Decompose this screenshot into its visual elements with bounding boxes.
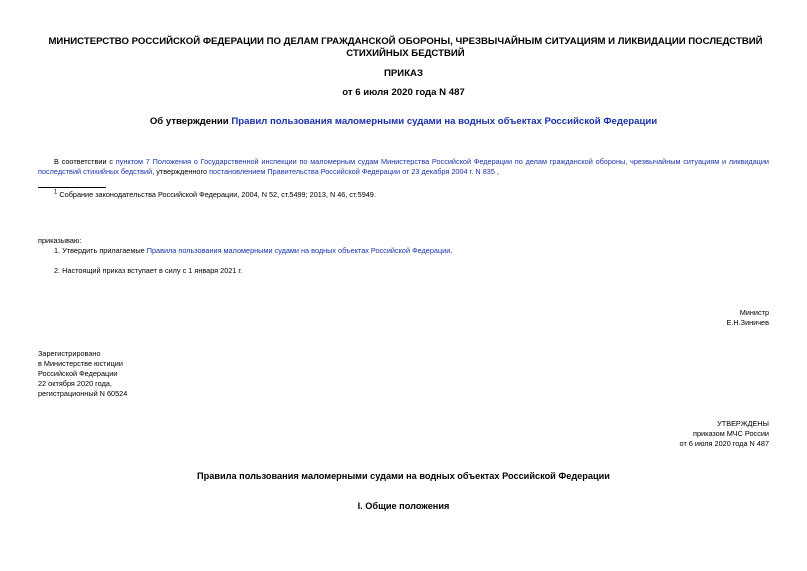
approval-block [680,419,769,449]
document-type: ПРИКАЗ [384,68,423,79]
preamble-text-2: , утвержденного [152,167,210,176]
preamble-paragraph [38,157,769,177]
rules-title: Правила пользования маломерными судами на водных объектах Российской Федерации [197,471,610,481]
order-item-1-suffix: . [450,246,453,255]
preamble-link-regulation[interactable]: пунктом 7 Положения о Государственной инспекции по маломерным судам Министерства Российской Федерации по делам гражданской обороны, чрезвычайным ситуациям и ликвидации последствий стихийных бедствий [38,157,770,176]
document-subject [0,116,807,127]
subject-link[interactable]: Правил пользования маломерными судами на водных объектах Российской Федерации [231,116,658,127]
signature-name: Е.Н.Зиничев [726,318,769,327]
order-item-1-prefix: 1. Утвердить прилагаемые [54,246,147,255]
footnote-marker: 1 [54,189,58,196]
registration-line: Российской Федерации [38,369,118,378]
footnote-text: Собрание законодательства Российской Федерации, 2004, N 52, ст.5499; 2013, N 46, ст.5949. [59,190,376,199]
section-heading: I. Общие положения [357,501,450,511]
registration-line: в Министерстве юстиции [38,359,123,368]
orders-intro: приказываю: [38,236,82,245]
approval-line: приказом МЧС России [693,429,769,438]
approval-line: от 6 июля 2020 года N 487 [679,439,769,448]
signature-title: Министр [739,308,769,317]
approval-line: УТВЕРЖДЕНЫ [717,419,769,428]
order-item-2: 2. Настоящий приказ вступает в силу с 1 января 2021 г. [54,266,243,275]
footnote-divider [38,187,106,188]
order-item-1 [54,246,452,255]
footnote [54,190,376,199]
document-date-number: от 6 июля 2020 года N 487 [342,87,465,98]
preamble-text-1: В соответствии с [54,157,116,166]
preamble-text-3: , [494,167,499,176]
order-item-1-link[interactable]: Правила пользования маломерными судами на водных объектах Российской Федерации [146,246,451,255]
ministry-heading: МИНИСТЕРСТВО РОССИЙСКОЙ ФЕДЕРАЦИИ ПО ДЕЛАМ ГРАЖДАНСКОЙ ОБОРОНЫ, ЧРЕЗВЫЧАЙНЫМ СИТУАЦИЯМ И ЛИКВИДАЦИИ ПОСЛЕДСТВИЙ СТИХИЙНЫХ БЕДСТВИЙ [48,36,763,59]
registration-line: Зарегистрировано [38,349,101,358]
registration-line: 22 октября 2020 года, [38,379,112,388]
registration-line: регистрационный N 60524 [38,389,128,398]
subject-prefix: Об утверждении [149,116,232,127]
preamble-link-decree[interactable]: постановлением Правительства Российской Федерации от 23 декабря 2004 г. N 835 [209,167,495,176]
registration-block [38,349,127,399]
